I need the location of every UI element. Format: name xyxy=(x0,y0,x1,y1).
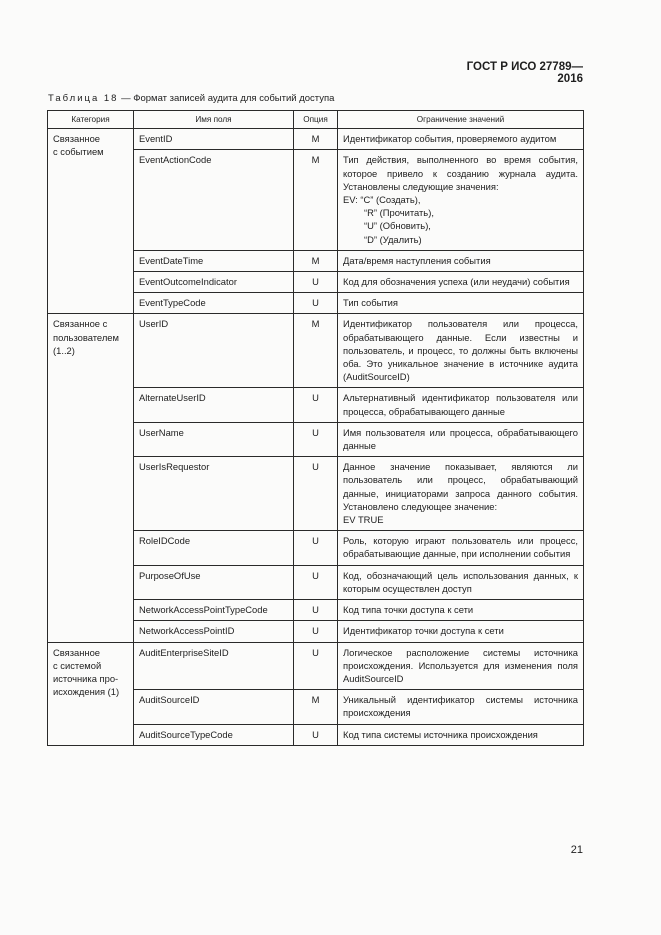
value-constraint-cell xyxy=(338,314,584,388)
value-constraint-cell xyxy=(338,422,584,456)
constraint-text: Идентификатор точки доступа к сети xyxy=(343,625,504,637)
option-cell: U xyxy=(294,272,338,293)
category-line: с событием xyxy=(53,146,104,158)
field-name-cell: EventDateTime xyxy=(134,250,294,271)
field-name-cell: PurposeOfUse xyxy=(134,565,294,599)
value-constraint-cell xyxy=(338,642,584,690)
option-cell: M xyxy=(294,690,338,724)
field-name-cell: AuditSourceID xyxy=(134,690,294,724)
option-cell: U xyxy=(294,724,338,745)
option-cell: U xyxy=(294,388,338,422)
option-cell: U xyxy=(294,531,338,565)
value-constraint-cell xyxy=(338,457,584,531)
constraint-text: Тип события xyxy=(343,297,398,309)
value-constraint-cell xyxy=(338,272,584,293)
category-line: (1..2) xyxy=(53,344,75,356)
constraint-value: “R” (Прочитать), xyxy=(364,207,434,219)
column-header: Опция xyxy=(294,111,338,129)
value-constraint-cell xyxy=(338,690,584,724)
value-constraint-cell xyxy=(338,531,584,565)
value-constraint-cell xyxy=(338,724,584,745)
option-cell: U xyxy=(294,642,338,690)
category-line: Связанное xyxy=(53,133,101,145)
option-cell: U xyxy=(294,621,338,642)
field-name-cell: AlternateUserID xyxy=(134,388,294,422)
constraint-value: EV TRUE xyxy=(343,514,384,526)
column-header: Категория xyxy=(48,111,134,129)
constraint-text: Имя пользователя или процесса, обрабатывающего данные xyxy=(343,426,578,452)
constraint-text: Данное значение показывает, являются ли пользователь или процесс, обрабатывающий данные, инициаторами запроса данного события. Установлено следующее значение: xyxy=(343,461,578,512)
field-name-cell: AuditEnterpriseSiteID xyxy=(134,642,294,690)
value-constraint-cell xyxy=(338,129,584,150)
constraint-value: “U” (Обновить), xyxy=(364,220,431,232)
option-cell: U xyxy=(294,457,338,531)
table-row xyxy=(48,642,584,690)
option-cell: U xyxy=(294,600,338,621)
field-name-cell: NetworkAccessPointID xyxy=(134,621,294,642)
constraint-text: Код типа точки доступа к сети xyxy=(343,604,474,616)
constraint-text: Дата/время наступления события xyxy=(343,254,491,266)
constraint-text: Код типа системы источника происхождения xyxy=(343,728,538,740)
value-constraint-cell xyxy=(338,621,584,642)
constraint-value: “D” (Удалить) xyxy=(364,233,422,245)
category-line: пользователем xyxy=(53,331,119,343)
field-name-cell: UserID xyxy=(134,314,294,388)
option-cell: M xyxy=(294,250,338,271)
value-constraint-cell xyxy=(338,565,584,599)
value-constraint-cell xyxy=(338,293,584,314)
constraint-text: Идентификатор события, проверяемого аудитом xyxy=(343,133,557,145)
field-name-cell: RoleIDCode xyxy=(134,531,294,565)
field-name-cell: AuditSourceTypeCode xyxy=(134,724,294,745)
table-row xyxy=(48,129,584,150)
category-line: исхождения (1) xyxy=(53,686,120,698)
table-header-row xyxy=(48,111,584,129)
option-cell: U xyxy=(294,422,338,456)
category-cell xyxy=(48,129,134,314)
field-name-cell: UserIsRequestor xyxy=(134,457,294,531)
audit-format-table xyxy=(47,110,584,746)
column-header: Имя поля xyxy=(134,111,294,129)
constraint-text: Код, обозначающий цель использования данных, к которым осуществлен доступ xyxy=(343,569,578,594)
option-cell: M xyxy=(294,314,338,388)
table-row xyxy=(48,314,584,388)
option-cell: M xyxy=(294,129,338,150)
field-name-cell: EventID xyxy=(134,129,294,150)
category-line: с системой xyxy=(53,659,102,671)
value-constraint-cell xyxy=(338,388,584,422)
table-label: Таблица 18 xyxy=(48,93,119,104)
field-name-cell: EventActionCode xyxy=(134,150,294,250)
table-caption xyxy=(48,93,334,104)
category-line: Связанное xyxy=(53,646,101,658)
value-constraint-cell xyxy=(338,150,584,250)
column-header: Ограничение значений xyxy=(338,111,584,129)
field-name-cell: UserName xyxy=(134,422,294,456)
document-code: ГОСТ Р ИСО 27789—2016 xyxy=(466,61,583,85)
constraint-text: Идентификатор пользователя или процесса, обрабатывающего данные. Если известны и пользователь, и процесс, то должны быть включены оба. Это уникальное значение в источнике аудита (AuditSourceID) xyxy=(343,318,578,383)
page-number: 21 xyxy=(570,844,583,856)
constraint-text: Альтернативный идентификатор пользователя или процесса, обрабатывающего данные xyxy=(343,392,578,417)
constraint-text: Код для обозначения успеха (или неудачи) события xyxy=(343,276,570,288)
field-name-cell: NetworkAccessPointTypeCode xyxy=(134,600,294,621)
option-cell: U xyxy=(294,293,338,314)
table-title: — Формат записей аудита для событий доступа xyxy=(121,93,335,104)
table-body xyxy=(48,129,584,746)
field-name-cell: EventTypeCode xyxy=(134,293,294,314)
constraint-text: Тип действия, выполненного во время события, которое привело к созданию журнала аудита. Установлены следующие значения: xyxy=(343,154,578,192)
category-line: Связанное с xyxy=(53,318,108,330)
option-cell: U xyxy=(294,565,338,599)
option-cell: M xyxy=(294,150,338,250)
constraint-text: Логическое расположение системы источника происхождения. Используется для изменения поля AuditSourceID xyxy=(343,646,578,684)
constraint-text: Уникальный идентификатор системы источника происхождения xyxy=(343,694,578,719)
category-line: источника про- xyxy=(53,672,119,684)
constraint-value: EV: “C” (Создать), xyxy=(343,194,421,206)
field-name-cell: EventOutcomeIndicator xyxy=(134,272,294,293)
value-constraint-cell xyxy=(338,250,584,271)
category-cell xyxy=(48,642,134,745)
constraint-text: Роль, которую играют пользователь или процесс, обрабатывающие данные, при исполнении события xyxy=(343,535,578,560)
category-cell xyxy=(48,314,134,642)
value-constraint-cell xyxy=(338,600,584,621)
